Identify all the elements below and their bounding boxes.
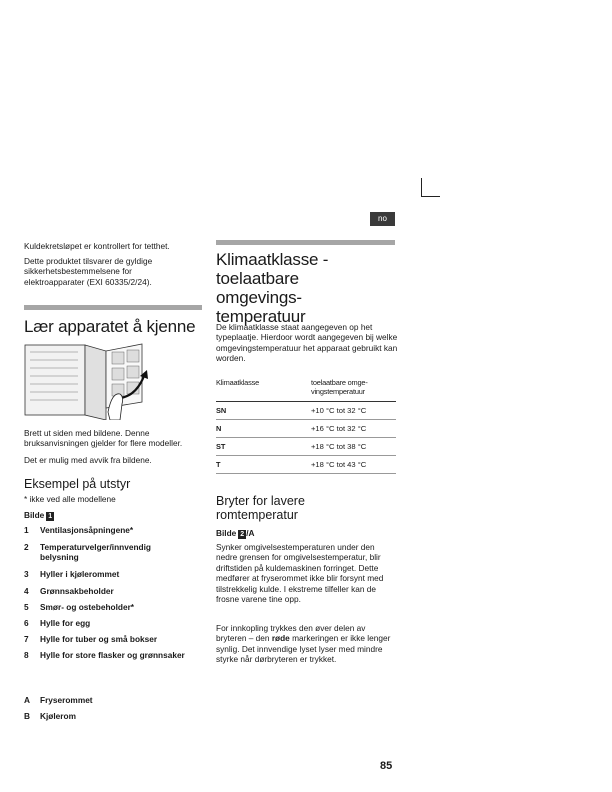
table-row [216,419,396,437]
section-rule [216,240,395,245]
figure-label: Bilde [24,510,45,520]
section-title-klimaatklasse: Klimaatklasse - toelaatbare omgevingstemperatuur [216,250,329,326]
crop-mark [421,178,440,197]
table-row [216,437,396,455]
section1-paragraph-1: Brett ut siden med bildene. Denne bruksanvisningen gjelder for flere modeller. [24,428,183,449]
figure-number-badge: 1 [48,513,53,520]
table-row [216,455,396,473]
table-cell: +10 °C tot 32 °C [311,401,396,419]
footnote-not-all-models: * ikke ved alle modellene [24,494,116,504]
figure-label: Bilde [216,528,237,538]
section-rule [24,305,202,310]
climate-class-table [216,378,396,474]
intro-paragraph-1: Kuldekretsløpet er kontrollert for tetthet. [24,241,170,251]
table-cell: +16 °C tot 32 °C [311,419,396,437]
figure-number-badge: 2 [240,531,245,538]
table-cell: ST [216,437,311,455]
table-cell: +18 °C tot 38 °C [311,437,396,455]
figure-reference-2 [216,528,255,539]
section-title-eksempel: Eksempel på utstyr [24,477,131,491]
language-badge: no [370,212,395,226]
table-header: toelaatbare omgevingstemperatuur [311,378,396,401]
section-title-lær-apparatet: Lær apparatet å kjenne [24,317,196,336]
section3-paragraph: De klimaatklasse staat aangegeven op het typeplaatje. Hierdoor wordt aangegeven bij welke omgevingstemperatuur het apparaat gebruikt kan worden. [216,322,398,364]
figure-reference-1 [24,510,54,521]
table-header-row [216,378,396,401]
table-row [216,401,396,419]
table-cell: N [216,419,311,437]
table-cell: SN [216,401,311,419]
intro-paragraph-2: Dette produktet tilsvarer de gyldige sikkerhetsbestemmelsene for elektroapparater (EXI 60335/2/24). [24,256,153,287]
section1-paragraph-2: Det er mulig med avvik fra bildene. [24,455,152,465]
section4-paragraph-1: Synker omgivelsestemperaturen under den nedre grensen for omgivelsestemperatur, blir driftstiden på kuldemaskinen forringet. Dette medfører at fryserommet ikke blir forsynt med tilstrekkelig kulde. I ekstreme tilfeller kan de frosne varene tine opp. [216,542,384,605]
section-title-bryter: Bryter for lavere romtemperatur [216,494,305,522]
table-cell: T [216,455,311,473]
page-number: 85 [380,760,393,772]
fridge-foldout-illustration [24,342,154,420]
emphasis-red: røde [271,633,290,644]
figure-suffix: /A [246,528,255,538]
table-cell: +18 °C tot 43 °C [311,455,396,473]
section4-paragraph-2: For innkopling trykkes den øver delen av bryteren – den røde markeringen er ikke lenger synlig. Det innvendige lyset lyser med mindre styrke når dørbryteren er trykket. [216,623,391,665]
table-header: Klimaatklasse [216,378,311,401]
